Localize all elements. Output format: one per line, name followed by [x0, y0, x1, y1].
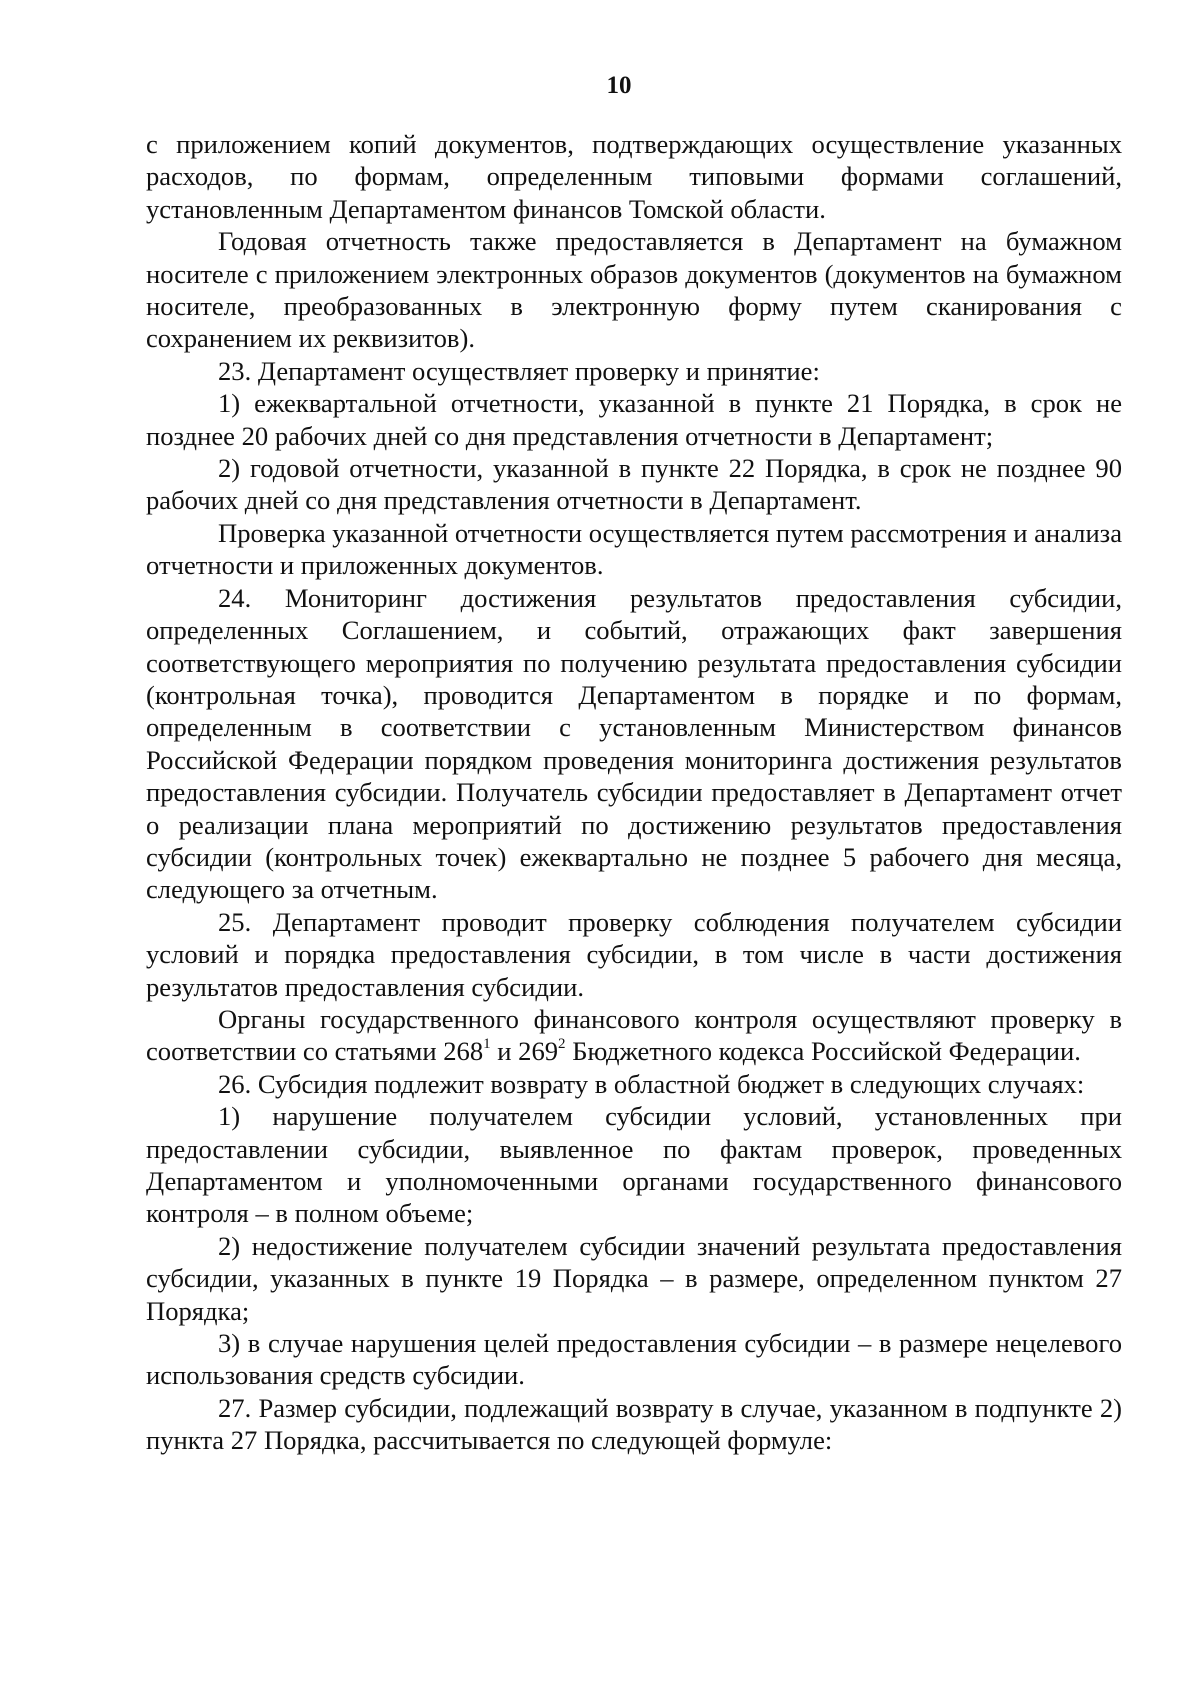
paragraph-financial-control	[146, 1003, 1122, 1068]
financial-control-text-after: Бюджетного кодекса Российской Федерации.	[565, 1036, 1081, 1067]
paragraph-clause-26-item-3: 3) в случае нарушения целей предоставления субсидии – в размере нецелевого использования средств субсидии.	[146, 1328, 1122, 1391]
document-page	[146, 70, 1122, 1457]
paragraph-clause-26-item-1: 1) нарушение получателем субсидии условий, установленных при предоставлении субсидии, выявленное по фактам проверок, проведенных Департаментом и уполномоченными органами государственного финансового контроля – в полном объеме;	[146, 1101, 1122, 1229]
superscript-1: 1	[483, 1036, 491, 1053]
paragraph-clause-26: 26. Субсидия подлежит возврату в областной бюджет в следующих случаях:	[218, 1068, 1085, 1099]
page-number: 10	[606, 72, 632, 99]
financial-control-text-before: Органы государственного финансового контроля осуществляют проверку в соответствии со статьями 268	[146, 1003, 1122, 1067]
paragraph-clause-23-item-1: 1) ежеквартальной отчетности, указанной в пункте 21 Порядка, в срок не позднее 20 рабочих дней со дня представления отчетности в Департамент;	[146, 388, 1122, 451]
paragraph-clause-23: 23. Департамент осуществляет проверку и принятие:	[218, 355, 820, 386]
paragraph-continuation: с приложением копий документов, подтверждающих осуществление указанных расходов, по формам, определенным типовыми формами соглашений, установленным Департаментом финансов Томской области.	[146, 129, 1122, 224]
paragraph-clause-26-item-2: 2) недостижение получателем субсидии значений результата предоставления субсидии, указанных в пункте 19 Порядка – в размере, определенном пунктом 27 Порядка;	[146, 1230, 1122, 1326]
paragraph-clause-24: 24. Мониторинг достижения результатов предоставления субсидии, определенных Соглашением, и событий, отражающих факт завершения соответствующего мероприятия по получению результата предоставления субсидии (контрольная точка), проводится Департаментом в порядке и по формам, определенным в соответствии с установленным Министерством финансов Российской Федерации порядком проведения мониторинга достижения результатов предоставления субсидии. Получатель субсидии предоставляет в Департамент отчет о реализации плана мероприятий по достижению результатов предоставления субсидии (контрольных точек) ежеквартально не позднее 5 рабочего дня месяца, следующего за отчетным.	[146, 582, 1122, 905]
superscript-2: 2	[558, 1036, 566, 1053]
paragraph-annual-reporting: Годовая отчетность также предоставляется в Департамент на бумажном носителе с приложением электронных образов документов (документов на бумажном носителе, преобразованных в электронную форму путем сканирования с сохранением их реквизитов).	[146, 226, 1122, 354]
paragraph-clause-23-item-2: 2) годовой отчетности, указанной в пункте 22 Порядка, в срок не позднее 90 рабочих дней со дня представления отчетности в Департамент.	[146, 453, 1122, 516]
paragraph-clause-25: 25. Департамент проводит проверку соблюдения получателем субсидии условий и порядка предоставления субсидии, в том числе в части достижения результатов предоставления субсидии.	[146, 906, 1122, 1002]
paragraph-clause-27: 27. Размер субсидии, подлежащий возврату в случае, указанном в подпункте 2) пункта 27 Порядка, рассчитывается по следующей формуле:	[146, 1392, 1122, 1456]
financial-control-text-middle: и 269	[490, 1036, 559, 1067]
paragraph-verification: Проверка указанной отчетности осуществляется путем рассмотрения и анализа отчетности и приложенных документов.	[146, 517, 1122, 581]
